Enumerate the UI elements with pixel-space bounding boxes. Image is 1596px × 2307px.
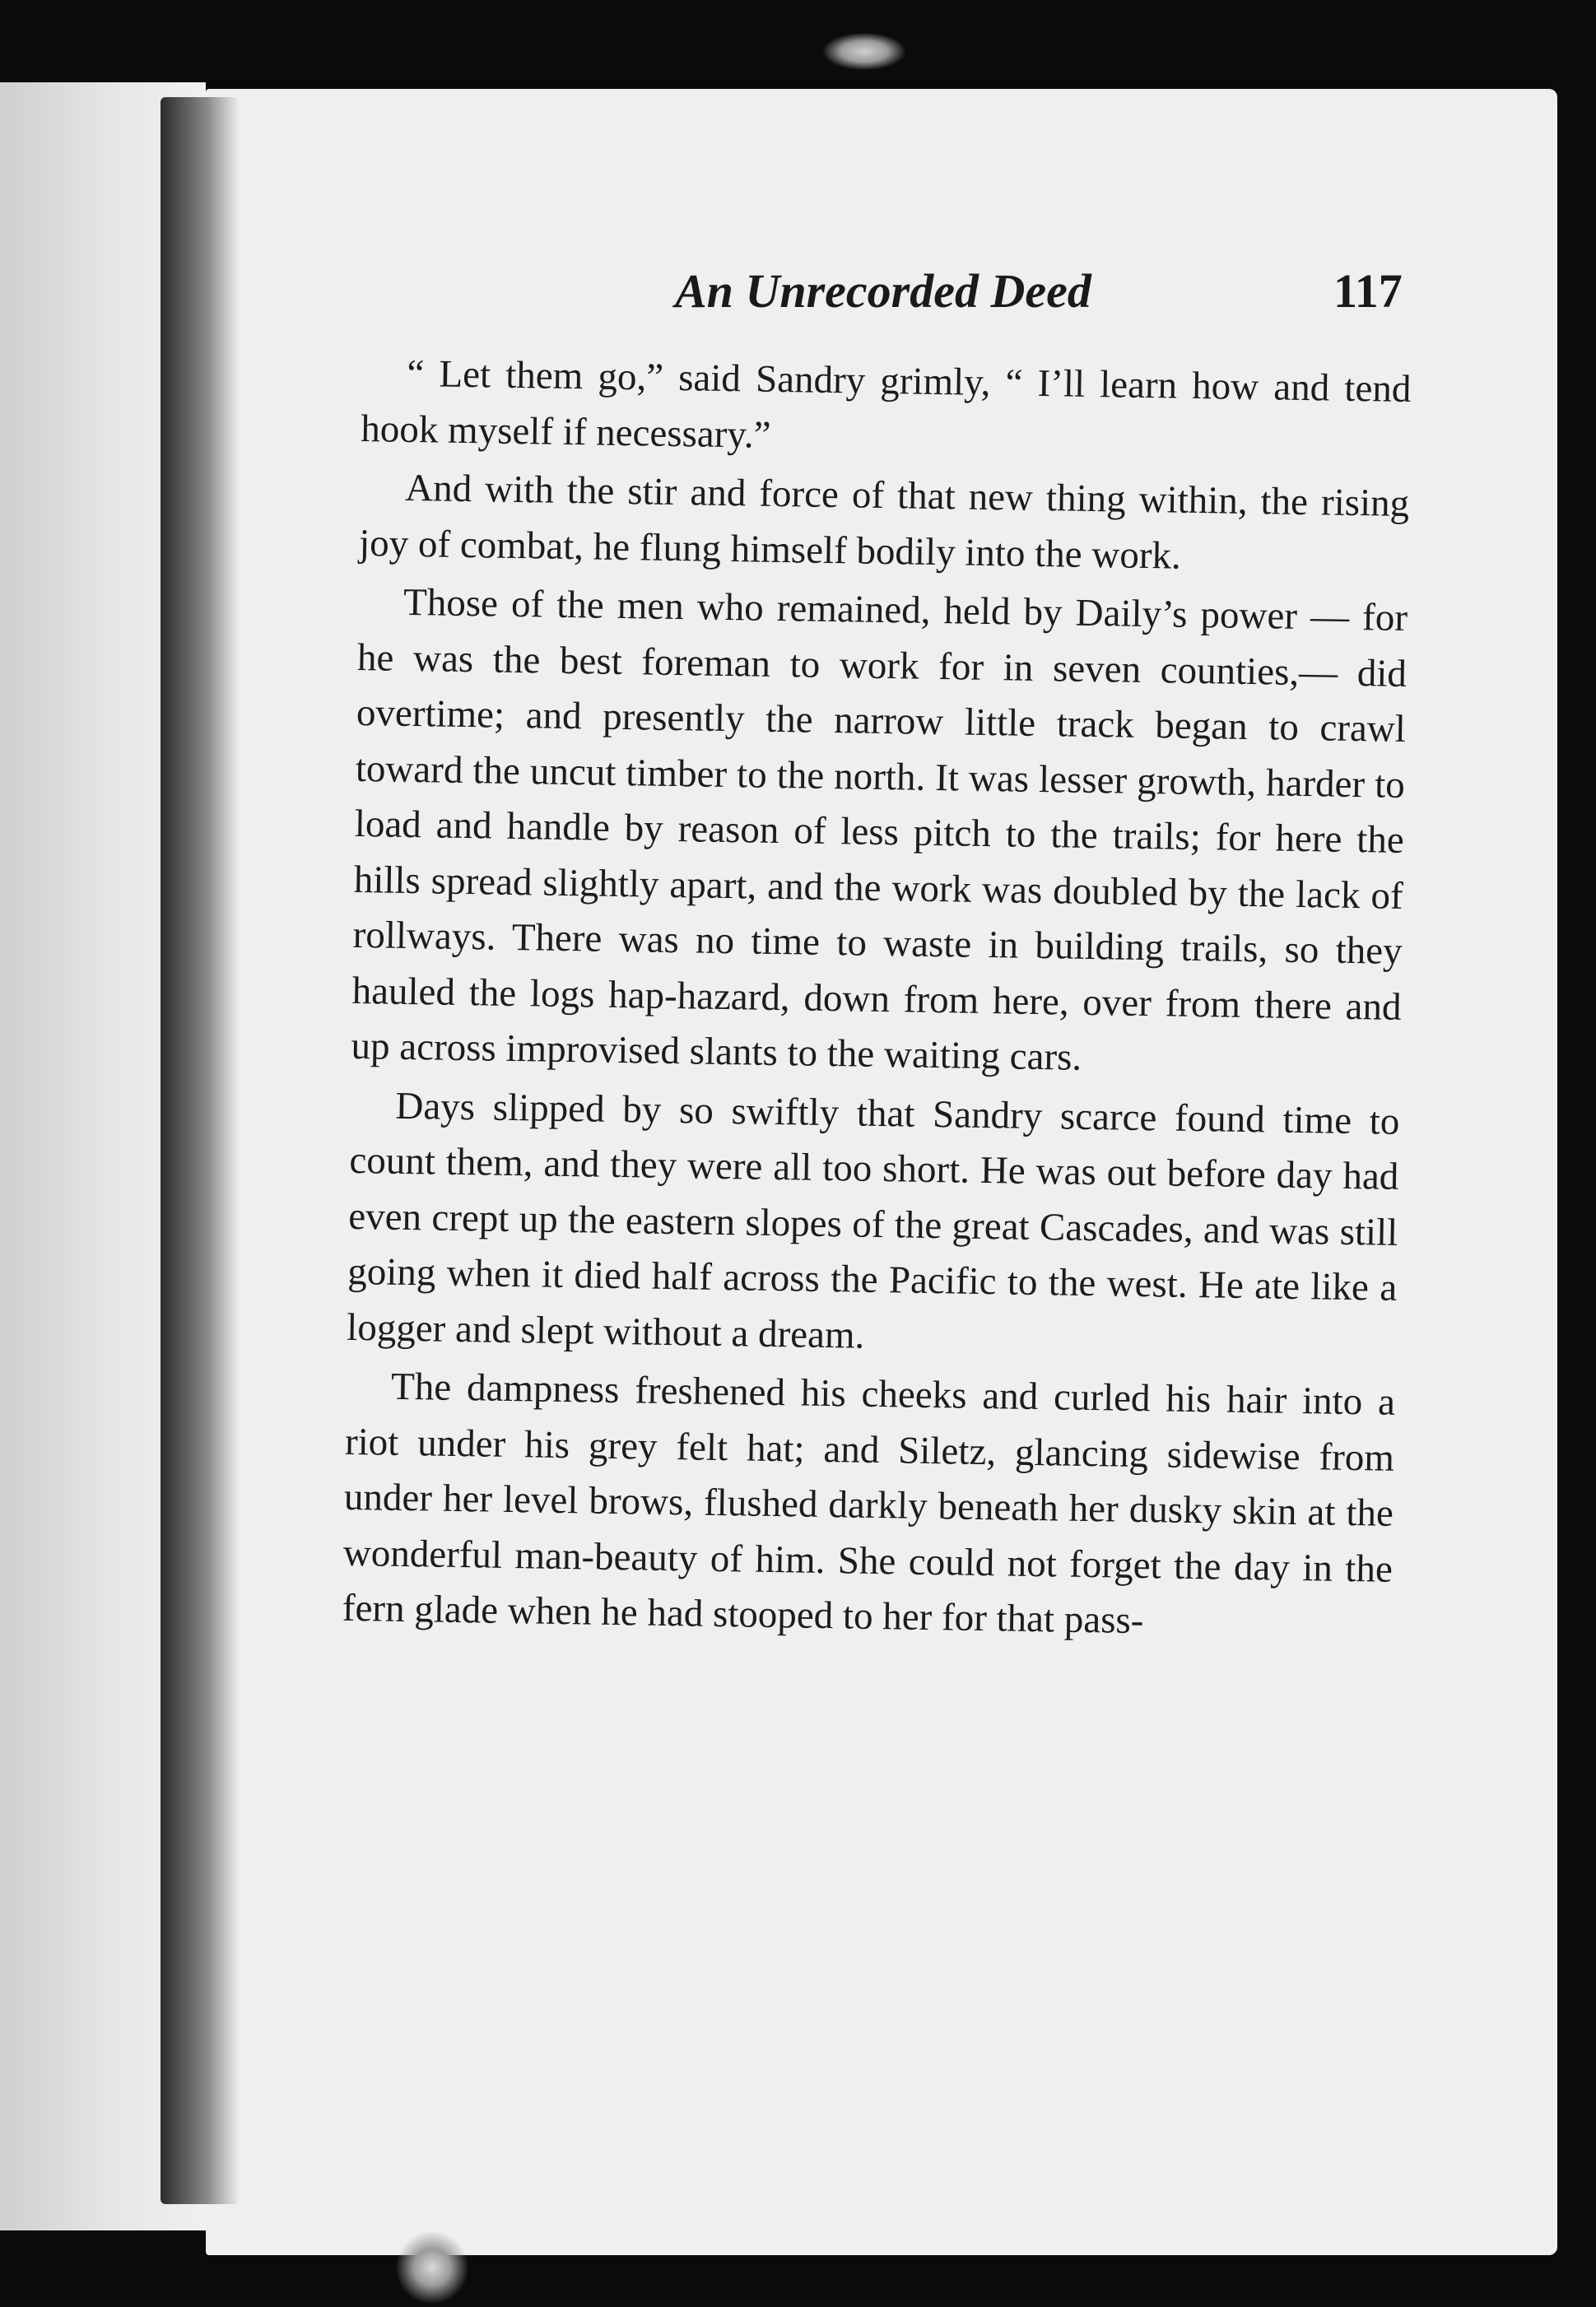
paragraph: Days slipped by so swiftly that Sandry scarce found time to count them, and they were all too short. He was out before day had even crept up the eastern slopes of the great Cascades, and was still going when it died half across the Pacific to the west. He ate like a logger and slept without a dream. (346, 1084, 1400, 1357)
paragraph: Those of the men who remained, held by Daily’s power — for he was the best foreman to work for in seven counties,— did overtime; and presently the narrow little track began to crawl toward the uncut timber to the north. It was lesser growth, harder to load and handle by reason of less pitch to the trails; for here the hills spread slightly apart, and the work was doubled by the lack of rollways. There was no time to waste in building trails, so they hauled the logs hap-hazard, down from here, over from there and up across improvised slants to the waiting cars. (351, 580, 1408, 1079)
paragraph: “ Let them go,” said Sandry grimly, “ I’ll learn how and tend hook myself if necessary.” (361, 351, 1412, 457)
paragraph: And with the stir and force of that new thing within, the rising joy of combat, he flung himself bodily into the work. (358, 466, 1410, 578)
book-gutter-shadow (161, 97, 239, 2204)
paragraph: The dampness freshened his cheeks and curled his hair into a riot under his grey felt hat; and Siletz, glancing sidewise from under her level brows, flushed darkly beneath her dusky skin at the wonderful man-beauty of him. She could not forget the day in the fern glade when he had stooped to her for that pass- (342, 1365, 1396, 1643)
scan-speck (823, 33, 905, 70)
running-title: An Unrecorded Deed (675, 264, 1091, 318)
scan-speck (395, 2230, 469, 2305)
running-header (675, 263, 1416, 329)
page-number: 117 (1333, 264, 1403, 318)
body-text (342, 346, 1411, 1653)
